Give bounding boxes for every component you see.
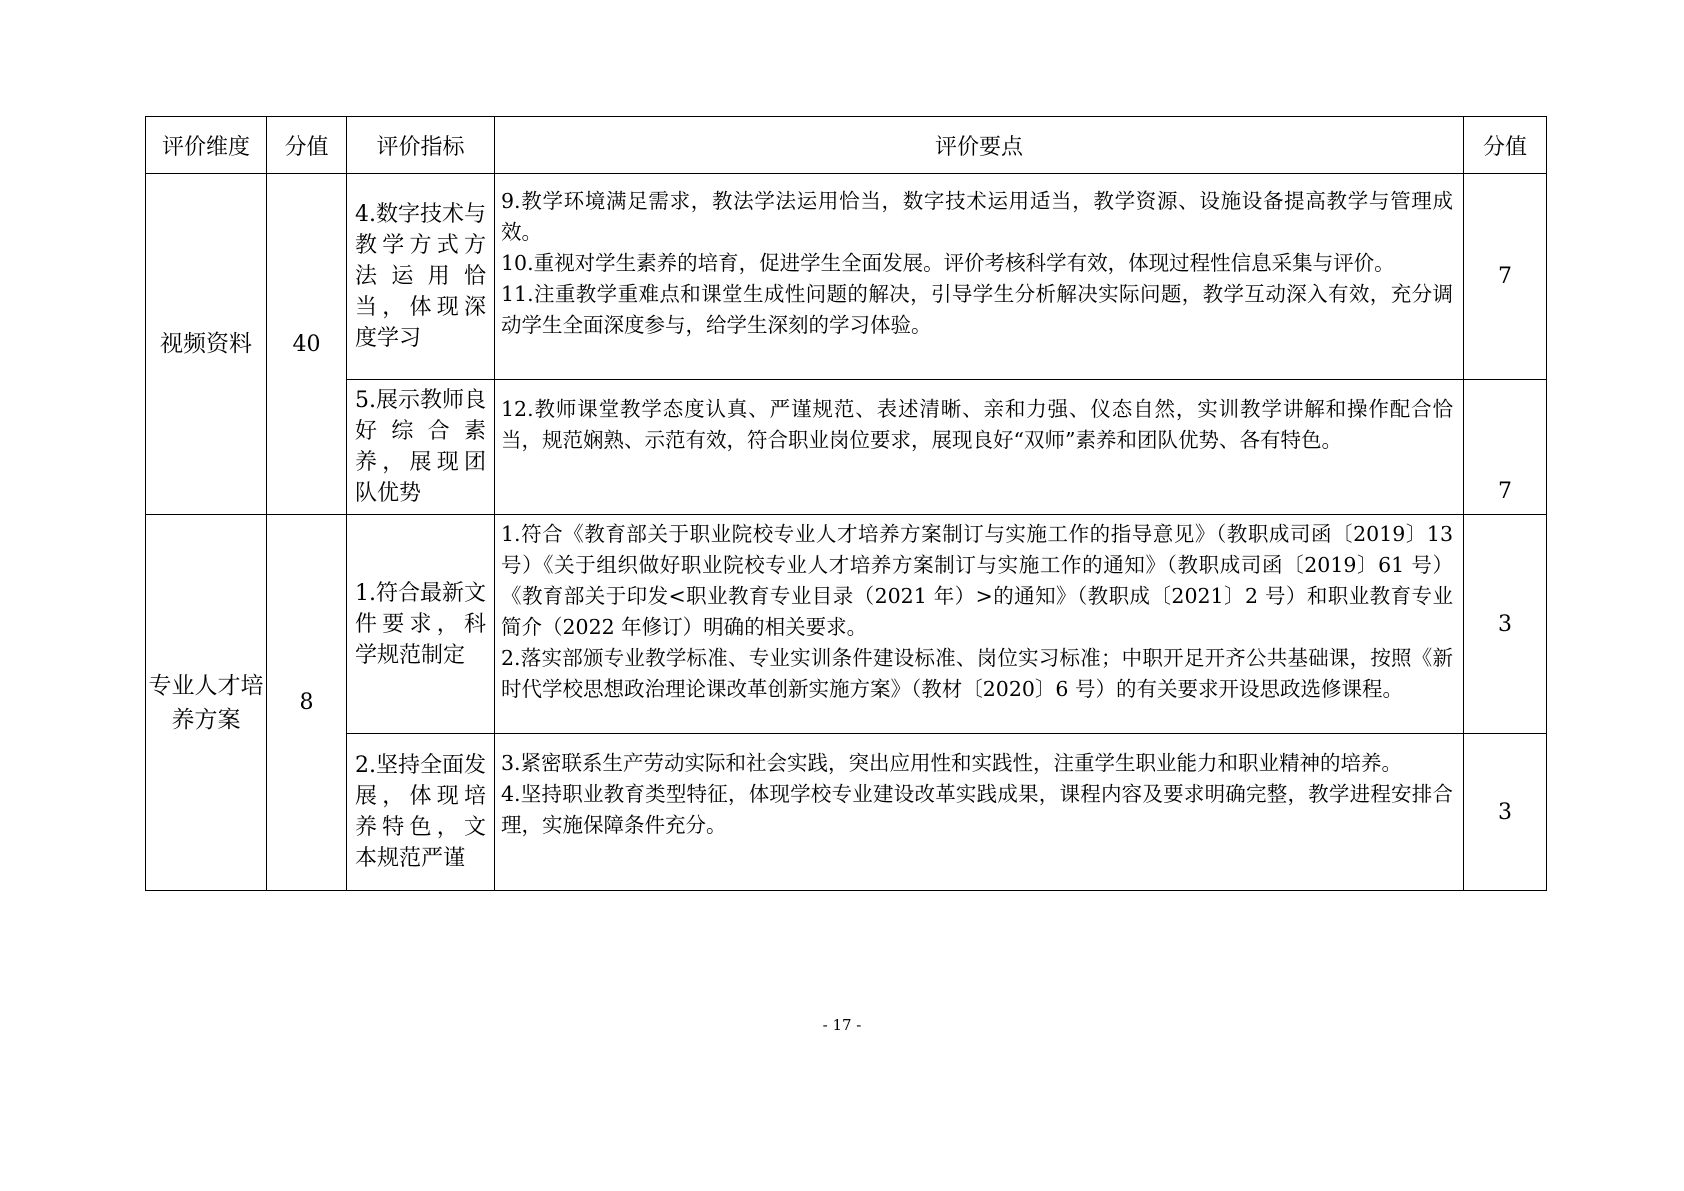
key-point: 1.符合《教育部关于职业院校专业人才培养方案制订与实施工作的指导意见》（教职成司函〔2019〕13 号）《关于组织做好职业院校专业人才培养方案制订与实施工作的通知》（教职成司函〔2019〕61 号）《教育部关于印发<职业教育专业目录（2021 年）>的通知》（教职成〔2021〕2 号）和职业教育专业简介（2022 年修订）明确的相关要求。 bbox=[501, 522, 1453, 639]
dimension-score-cell: 40 bbox=[267, 174, 347, 515]
indicator-cell bbox=[347, 380, 495, 515]
key-point: 4.坚持职业教育类型特征，体现学校专业建设改革实践成果，课程内容及要求明确完整，教学进程安排合理，实施保障条件充分。 bbox=[501, 782, 1453, 837]
page-number: - 17 - bbox=[822, 1016, 862, 1034]
key-point: 11.注重教学重难点和课堂生成性问题的解决，引导学生分析解决实际问题，教学互动深入有效，充分调动学生全面深度参与，给学生深刻的学习体验。 bbox=[501, 282, 1453, 337]
key-point: 9.教学环境满足需求，教法学法运用恰当，数字技术运用适当，教学资源、设施设备提高教学与管理成效。 bbox=[501, 189, 1453, 244]
dimension-score-cell: 8 bbox=[267, 515, 347, 891]
header-key-points: 评价要点 bbox=[495, 117, 1464, 174]
table-row bbox=[146, 734, 1547, 891]
header-indicator: 评价指标 bbox=[347, 117, 495, 174]
key-points-cell bbox=[495, 734, 1464, 891]
item-score-cell: 3 bbox=[1464, 515, 1547, 734]
dimension-cell: 视频资料 bbox=[146, 174, 267, 515]
indicator-cell bbox=[347, 174, 495, 380]
indicator-text: 4.数字技术与教学方式方法运用恰当，体现深度学习 bbox=[355, 202, 486, 351]
header-item-score: 分值 bbox=[1464, 117, 1547, 174]
indicator-cell bbox=[347, 734, 495, 891]
header-score: 分值 bbox=[267, 117, 347, 174]
indicator-cell bbox=[347, 515, 495, 734]
key-point: 3.紧密联系生产劳动实际和社会实践，突出应用性和实践性，注重学生职业能力和职业精神的培养。 bbox=[501, 751, 1403, 775]
table-row bbox=[146, 380, 1547, 515]
key-points-cell bbox=[495, 515, 1464, 734]
indicator-text: 5.展示教师良好综合素养，展现团队优势 bbox=[355, 388, 486, 506]
key-point: 12.教师课堂教学态度认真、严谨规范、表述清晰、亲和力强、仪态自然，实训教学讲解和操作配合恰当，规范娴熟、示范有效，符合职业岗位要求，展现良好“双师”素养和团队优势、各有特色。 bbox=[501, 397, 1453, 452]
header-dimension: 评价维度 bbox=[146, 117, 267, 174]
key-point: 2.落实部颁专业教学标准、专业实训条件建设标准、岗位实习标准；中职开足开齐公共基础课，按照《新时代学校思想政治理论课改革创新实施方案》（教材〔2020〕6 号）的有关要求开设思政选修课程。 bbox=[501, 646, 1453, 701]
item-score-cell: 7 bbox=[1464, 174, 1547, 380]
table-row bbox=[146, 174, 1547, 380]
key-points-cell bbox=[495, 174, 1464, 380]
header-row bbox=[146, 117, 1547, 174]
indicator-text: 2.坚持全面发展，体现培养特色，文本规范严谨 bbox=[355, 753, 486, 871]
item-score-cell: 3 bbox=[1464, 734, 1547, 891]
evaluation-table bbox=[145, 116, 1547, 891]
key-points-cell bbox=[495, 380, 1464, 515]
table-row bbox=[146, 515, 1547, 734]
key-point: 10.重视对学生素养的培育，促进学生全面发展。评价考核科学有效，体现过程性信息采集与评价。 bbox=[501, 251, 1395, 275]
indicator-text: 1.符合最新文件要求，科学规范制定 bbox=[355, 580, 486, 668]
item-score-cell: 7 bbox=[1464, 380, 1547, 515]
dimension-cell: 专业人才培养方案 bbox=[146, 515, 267, 891]
table-header bbox=[146, 117, 1547, 174]
